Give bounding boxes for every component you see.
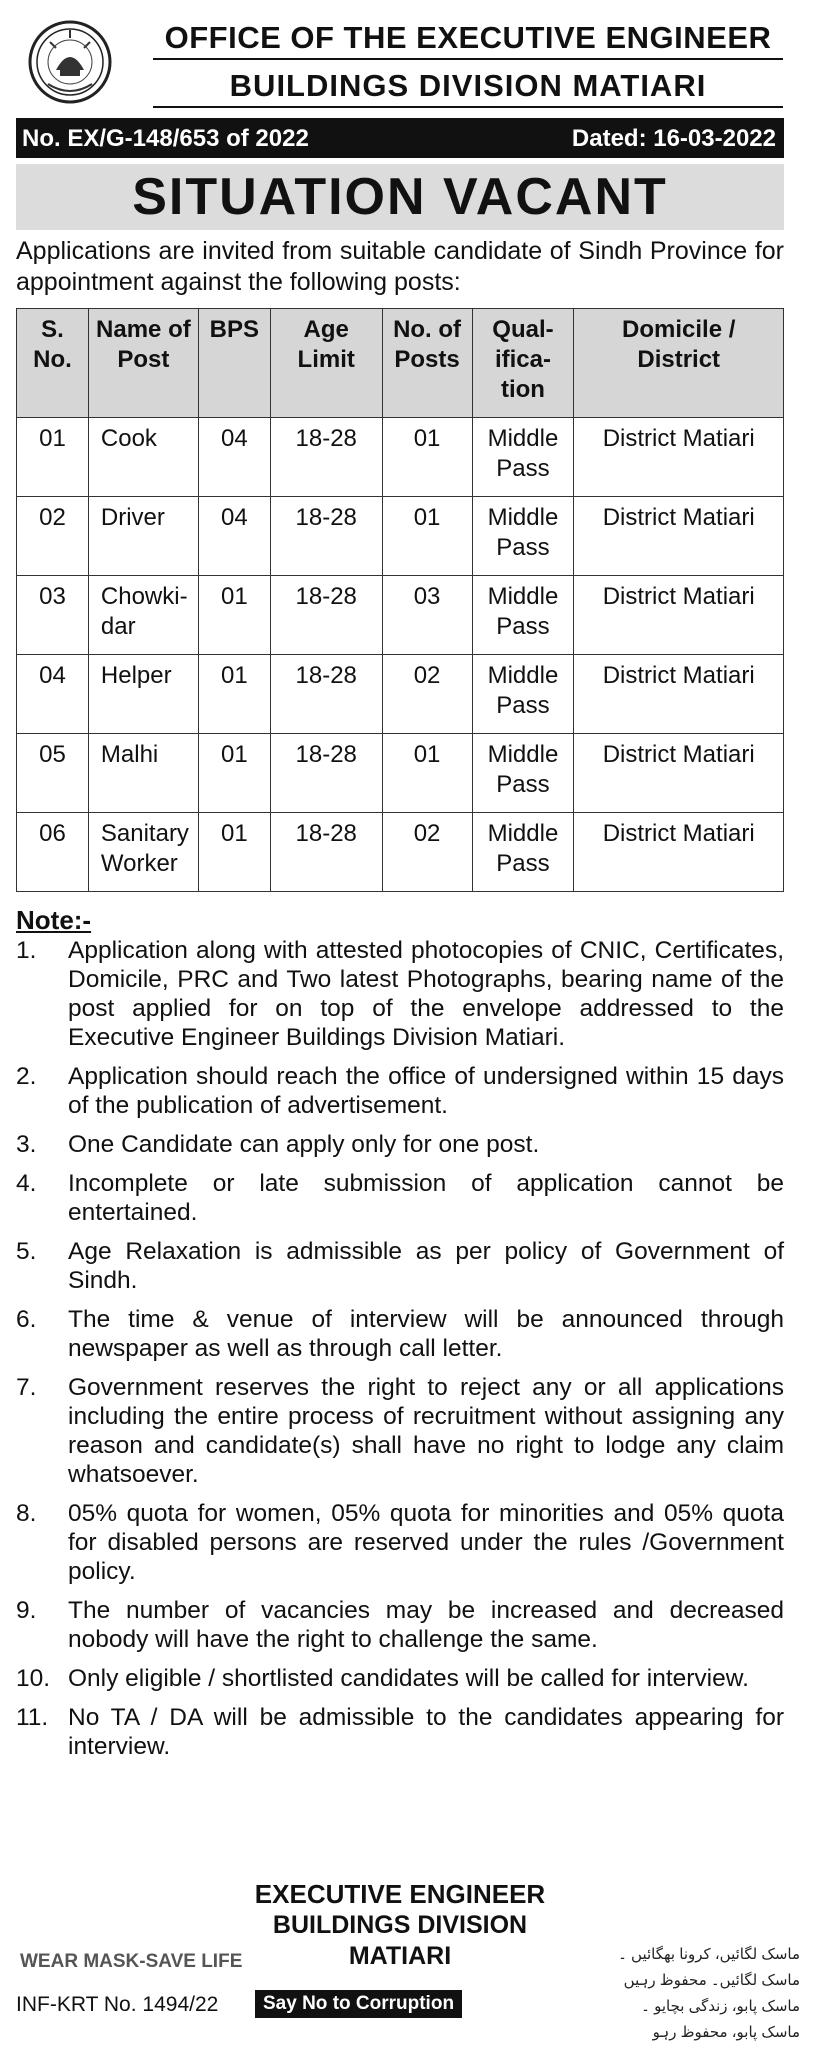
signature-division: BUILDINGS DIVISION <box>272 1911 528 1939</box>
note-item <box>16 1237 784 1295</box>
cell-bps: 04 <box>198 497 270 576</box>
urdu-slogan-line: ماسک پابو، زندگی بچایو ۔ ماسک پابو، محفوظ رہو <box>641 1998 800 2041</box>
note-number: 4. <box>16 1170 37 1197</box>
cell-age: 18-28 <box>270 576 382 655</box>
header-qualification: Qual- ifica- tion <box>472 309 574 418</box>
note-text: Government reserves the right to reject any or all applications including the entire process of recruitment without assigning any reason and candidate(s) shall have no right to lodge any claim whatsoever. <box>68 1374 784 1488</box>
header-age: Age Limit <box>270 309 382 418</box>
note-number: 5. <box>16 1238 37 1265</box>
division-underline <box>153 106 783 108</box>
note-text: Only eligible / shortlisted candidates will be called for interview. <box>68 1665 749 1692</box>
cell-post: Malhi <box>88 734 198 813</box>
cell-posts: 01 <box>382 734 472 813</box>
cell-age: 18-28 <box>270 497 382 576</box>
note-number: 1. <box>16 937 37 964</box>
cell-post: Driver <box>88 497 198 576</box>
office-title: OFFICE OF THE EXECUTIVE ENGINEER <box>164 20 772 55</box>
cell-sno: 05 <box>17 734 89 813</box>
header-bps: BPS <box>198 309 270 418</box>
cell-qualification: Middle Pass <box>472 497 574 576</box>
cell-bps: 01 <box>198 655 270 734</box>
anti-corruption-badge: Say No to Corruption <box>255 1990 462 2018</box>
note-text: Application along with attested photocopies of CNIC, Certificates, Domicile, PRC and Two latest Photographs, bearing name of the post applied for on top of the envelope addressed to the Executive Engineer Buildings Division Matiari. <box>68 937 784 1051</box>
cell-posts: 02 <box>382 813 472 892</box>
cell-posts: 01 <box>382 418 472 497</box>
notes-list <box>16 936 784 1771</box>
note-text: Application should reach the office of undersigned within 15 days of the publication of advertisement. <box>68 1063 784 1119</box>
table-row <box>17 576 784 655</box>
note-text: The number of vacancies may be increased and decreased nobody will have the right to challenge the same. <box>68 1597 784 1653</box>
cell-domicile: District Matiari <box>574 813 784 892</box>
cell-sno: 03 <box>17 576 89 655</box>
cell-posts: 01 <box>382 497 472 576</box>
header <box>18 10 788 110</box>
note-number: 7. <box>16 1374 37 1401</box>
note-item <box>16 1062 784 1120</box>
cell-bps: 01 <box>198 576 270 655</box>
table-row <box>17 813 784 892</box>
note-number: 11. <box>16 1704 49 1731</box>
cell-sno: 04 <box>17 655 89 734</box>
table-row <box>17 734 784 813</box>
signature-place: MATIARI <box>348 1942 452 1970</box>
note-item <box>16 1703 784 1761</box>
cell-bps: 01 <box>198 734 270 813</box>
mask-slogan: WEAR MASK-SAVE LIFE <box>20 1951 243 1972</box>
reference-number: No. EX/G-148/653 of 2022 <box>22 125 309 152</box>
cell-age: 18-28 <box>270 655 382 734</box>
signature-designation: EXECUTIVE ENGINEER <box>254 1879 546 1909</box>
posts-table <box>16 308 784 892</box>
header-domicile: Domicile / District <box>574 309 784 418</box>
note-number: 3. <box>16 1131 37 1158</box>
cell-domicile: District Matiari <box>574 497 784 576</box>
cell-sno: 01 <box>17 418 89 497</box>
table-body <box>17 418 784 892</box>
cell-age: 18-28 <box>270 813 382 892</box>
cell-domicile: District Matiari <box>574 734 784 813</box>
cell-domicile: District Matiari <box>574 418 784 497</box>
urdu-slogans <box>600 1942 800 2046</box>
table-header-row <box>17 309 784 418</box>
cell-bps: 01 <box>198 813 270 892</box>
cell-age: 18-28 <box>270 418 382 497</box>
note-text: Age Relaxation is admissible as per policy of Government of Sindh. <box>68 1238 784 1294</box>
cell-domicile: District Matiari <box>574 655 784 734</box>
header-posts: No. of Posts <box>382 309 472 418</box>
cell-post: Chowki- dar <box>88 576 198 655</box>
cell-sno: 02 <box>17 497 89 576</box>
cell-post: Cook <box>88 418 198 497</box>
cell-qualification: Middle Pass <box>472 734 574 813</box>
notes-heading: Note:- <box>16 905 92 935</box>
note-text: No TA / DA will be admissible to the candidates appearing for interview. <box>68 1704 784 1760</box>
header-sno: S. No. <box>17 309 89 418</box>
cell-bps: 04 <box>198 418 270 497</box>
cell-post: Helper <box>88 655 198 734</box>
table-row <box>17 655 784 734</box>
note-text: 05% quota for women, 05% quota for minorities and 05% quota for disabled persons are reserved under the rules /Government policy. <box>68 1500 784 1585</box>
government-of-sindh-emblem-icon <box>26 18 114 106</box>
note-number: 2. <box>16 1063 37 1090</box>
note-item <box>16 1305 784 1363</box>
note-text: The time & venue of interview will be announced through newspaper as well as through call letter. <box>68 1306 784 1362</box>
note-number: 9. <box>16 1597 37 1624</box>
table-row <box>17 497 784 576</box>
note-item <box>16 1596 784 1654</box>
headline: SITUATION VACANT <box>16 164 784 230</box>
header-post: Name of Post <box>88 309 198 418</box>
note-number: 8. <box>16 1500 37 1527</box>
inf-number: INF-KRT No. 1494/22 <box>16 1993 219 2016</box>
note-item <box>16 936 784 1052</box>
cell-qualification: Middle Pass <box>472 418 574 497</box>
note-item <box>16 1169 784 1227</box>
note-text: One Candidate can apply only for one post. <box>68 1131 540 1158</box>
reference-bar <box>16 118 784 158</box>
cell-qualification: Middle Pass <box>472 813 574 892</box>
cell-domicile: District Matiari <box>574 576 784 655</box>
note-number: 10. <box>16 1665 51 1692</box>
note-item <box>16 1664 784 1693</box>
note-text: Incomplete or late submission of application cannot be entertained. <box>68 1170 784 1226</box>
urdu-slogan-line: ماسک لگائیں، کرونا بھگائیں ۔ ماسک لگائیں۔ محفوظ رہیں <box>618 1946 800 1989</box>
cell-qualification: Middle Pass <box>472 576 574 655</box>
note-number: 6. <box>16 1306 37 1333</box>
cell-age: 18-28 <box>270 734 382 813</box>
cell-qualification: Middle Pass <box>472 655 574 734</box>
cell-posts: 03 <box>382 576 472 655</box>
note-item <box>16 1499 784 1586</box>
intro-text: Applications are invited from suitable candidate of Sindh Province for appointment against the following posts: <box>16 237 784 296</box>
note-item <box>16 1373 784 1489</box>
reference-date: Dated: 16-03-2022 <box>571 125 776 152</box>
cell-posts: 02 <box>382 655 472 734</box>
table-row <box>17 418 784 497</box>
cell-post: Sanitary Worker <box>88 813 198 892</box>
division-title: BUILDINGS DIVISION MATIARI <box>229 68 707 103</box>
note-item <box>16 1130 784 1159</box>
title-underline <box>153 58 783 60</box>
cell-sno: 06 <box>17 813 89 892</box>
